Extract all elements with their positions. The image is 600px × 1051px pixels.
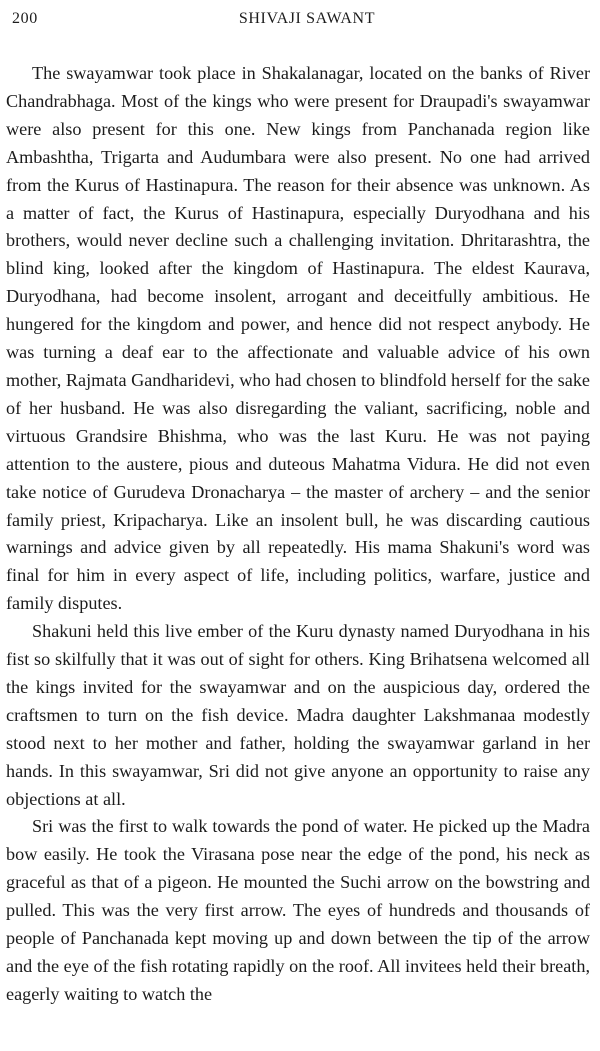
running-head — [6, 0, 590, 28]
paragraph: Sri was the first to walk towards the pond of water. He picked up the Madra bow easily. He took the Virasana pose near the edge of the pond, his neck as graceful as that of a pigeon. He mounted the Suchi arrow on the bowstring and pulled. This was the very first arrow. The eyes of hundreds and thousands of people of Panchanada kept moving up and down between the tip of the arrow and the eye of the fish rotating rapidly on the roof. All invitees held their breath, eagerly waiting to watch the — [6, 816, 590, 1004]
page-number: 200 — [12, 10, 38, 27]
paragraph: The swayamwar took place in Shakalanagar, located on the banks of River Chandrabhaga. Most of the kings who were present for Draupadi's swayamwar were also present for this one. New kings from Panchanada region like Ambashtha, Trigarta and Audumbara were also present. No one had arrived from the Kurus of Hastinapura. The reason for their absence was unknown. As a matter of fact, the Kurus of Hastinapura, especially Duryodhana and his brothers, would never decline such a challenging invitation. Dhritarashtra, the blind king, looked after the kingdom of Hastinapura. The eldest Kaurava, Duryodhana, had become insolent, arrogant and deceitfully ambitious. He hungered for the kingdom and power, and hence did not respect anybody. He was turning a deaf ear to the affectionate and valuable advice of his own mother, Rajmata Gandharidevi, who had chosen to blindfold herself for the sake of her husband. He was also disregarding the valiant, sacrificing, noble and virtuous Grandsire Bhishma, who was the last Kuru. He was not paying attention to the austere, pious and duteous Mahatma Vidura. He did not even take notice of Gurudeva Dronacharya – the master of archery – and the senior family priest, Kripacharya. Like an insolent bull, he was discarding cautious warnings and advice given by all repeatedly. His mama Shakuni's word was final for him in every aspect of life, including politics, warfare, justice and family disputes. — [6, 63, 590, 614]
paragraph: Shakuni held this live ember of the Kuru dynasty named Duryodhana in his fist so skilfully that it was out of sight for others. King Brihatsena welcomed all the kings invited for the swayamwar and on the auspicious day, ordered the craftsmen to turn on the fish device. Madra daughter Lakshmanaa modestly stood next to her mother and father, holding the swayamwar garland in her hands. In this swayamwar, Sri did not give anyone an opportunity to raise any objections at all. — [6, 621, 590, 809]
running-title: SHIVAJI SAWANT — [238, 10, 376, 27]
body-text — [6, 60, 590, 1009]
